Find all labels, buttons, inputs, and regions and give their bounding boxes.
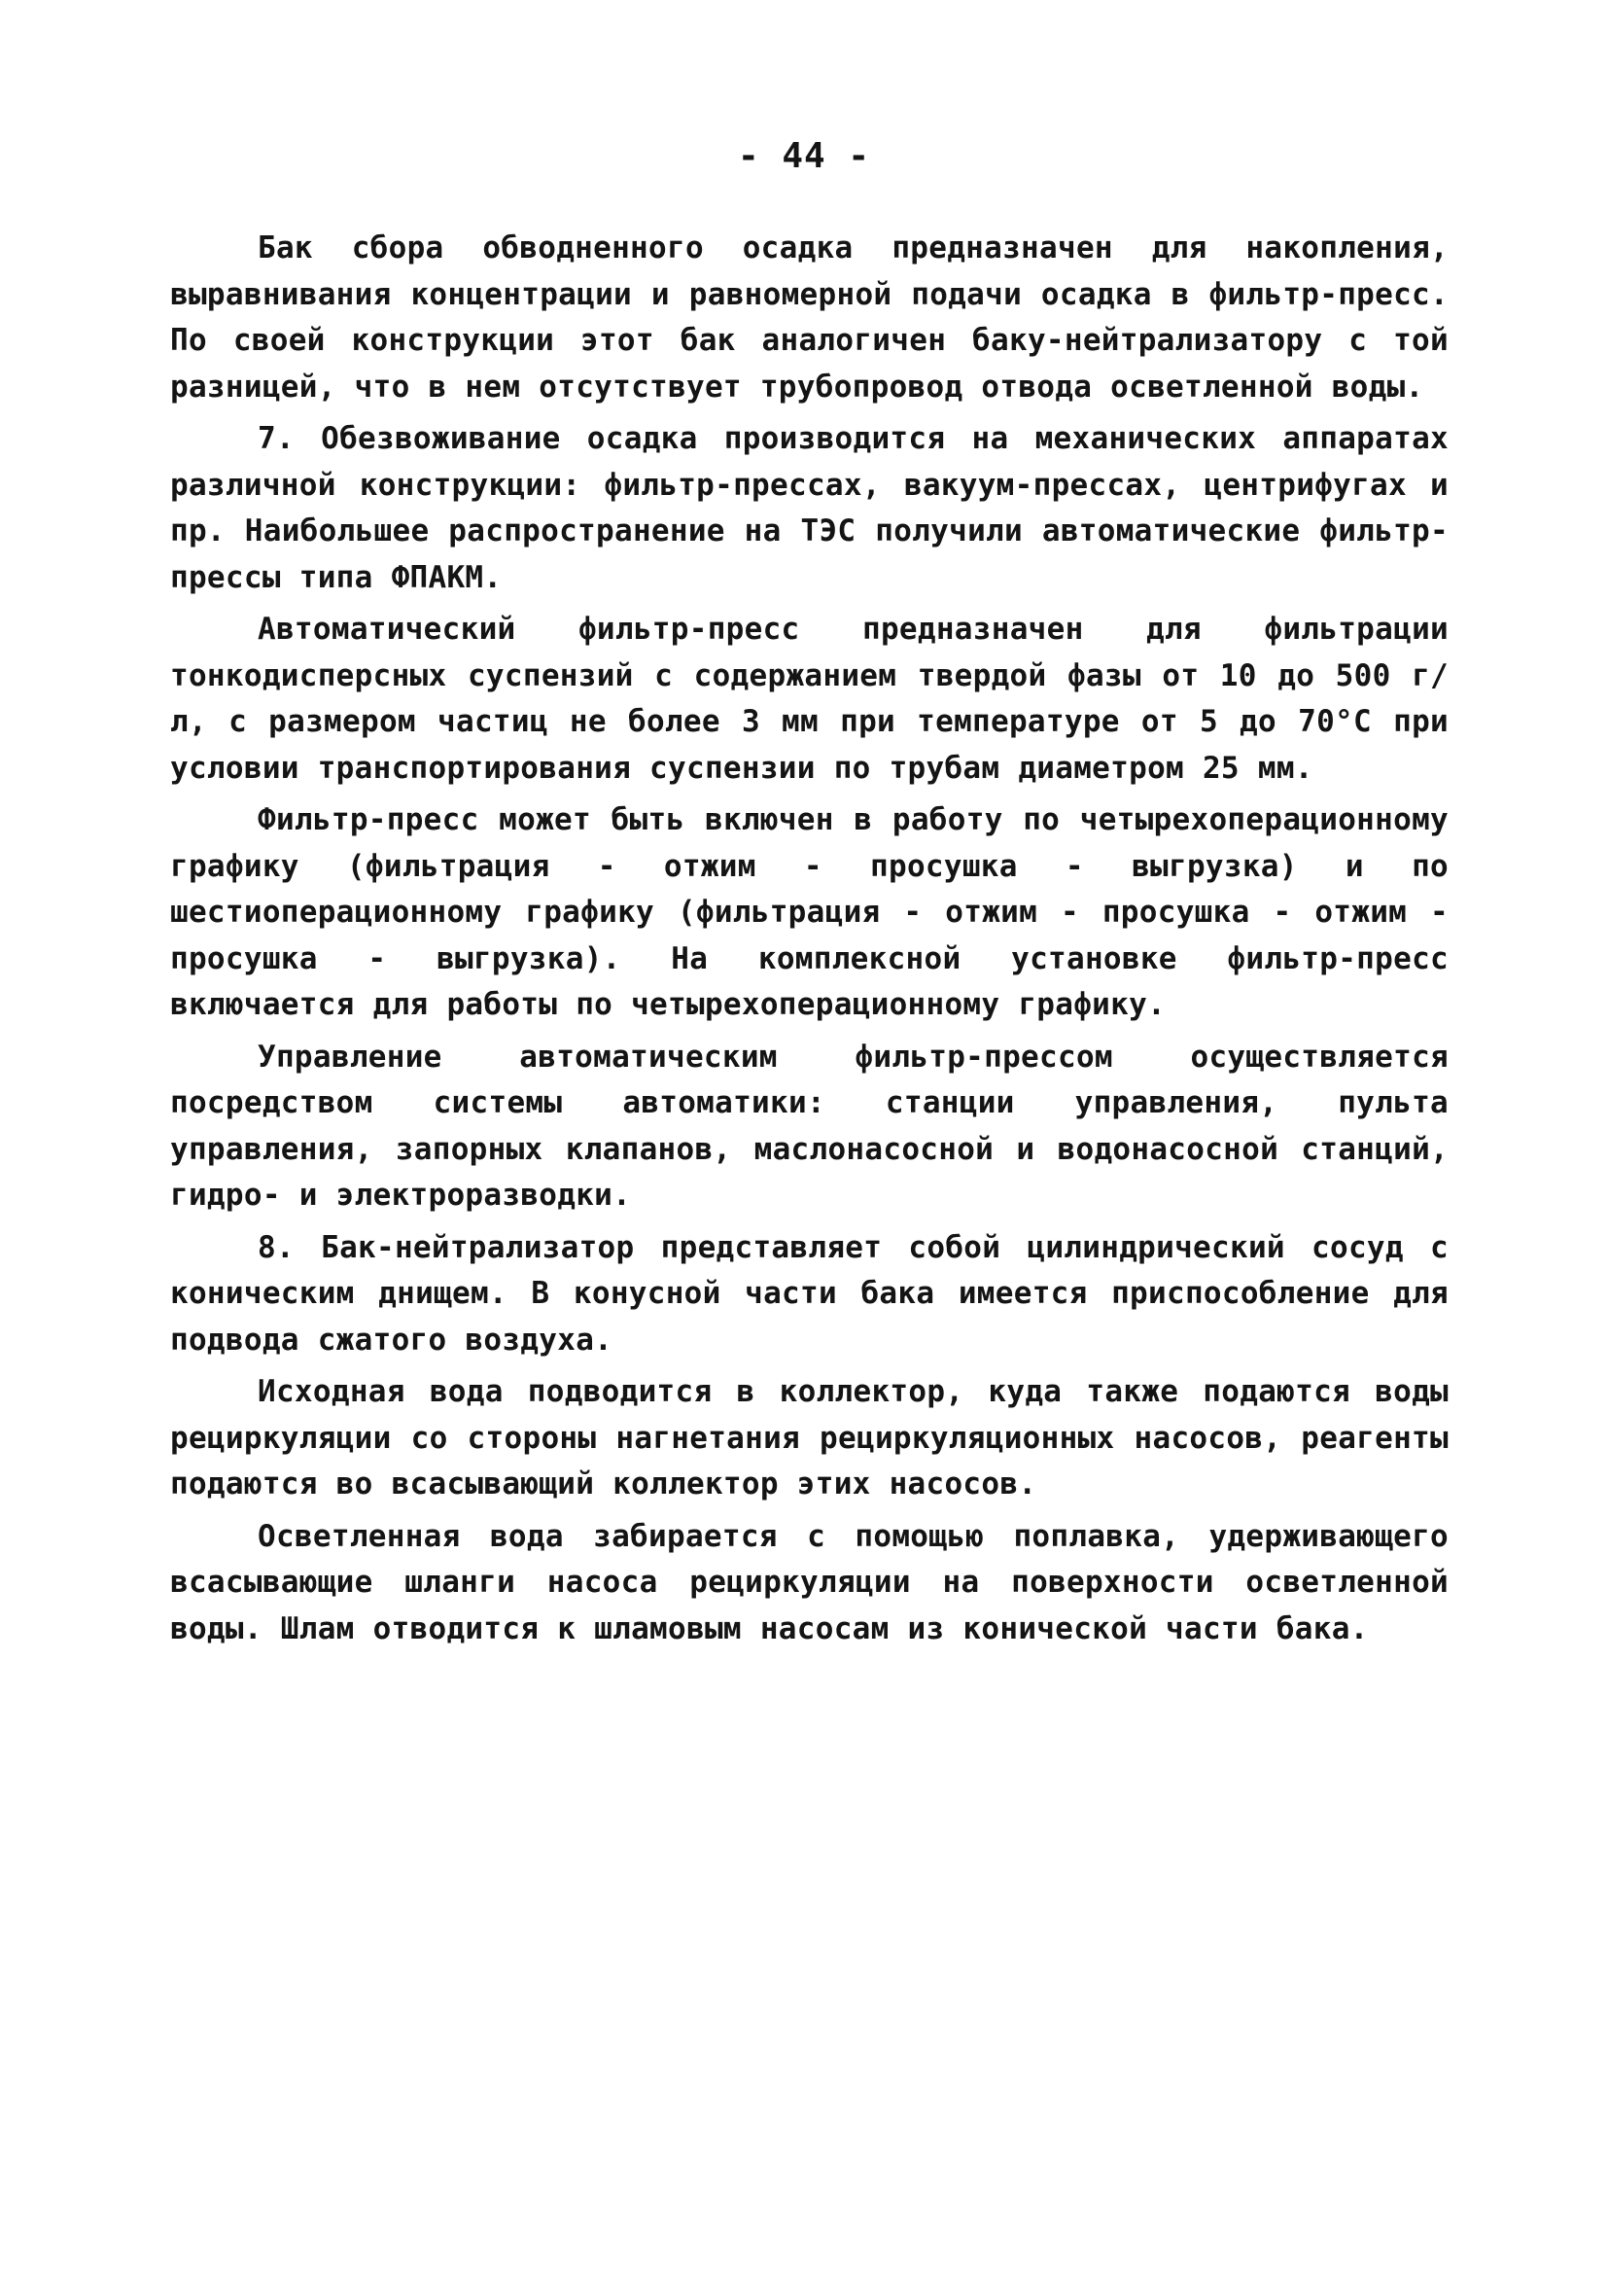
paragraph-filter-press-schedule: Фильтр-пресс может быть включен в работу по четырехоперационному графику (фильтрация - отжим - просушка - выгрузка) и по шестиоперационному графику (фильтрация - отжим - просушка - отжим - просушка - выгрузка). На комплексной установке фильтр-пресс включается для работы по четырехоперационному графику. [170, 802, 1449, 1022]
paragraph-raw-water: Исходная вода подводится в коллектор, куда также подаются воды рециркуляции со стороны нагнетания рециркуляционных насосов, реагенты подаются во всасывающий коллектор этих насосов. [170, 1374, 1449, 1501]
paragraph-clarified-water: Осветленная вода забирается с помощью поплавка, удерживающего всасывающие шланги насоса рециркуляции на поверхности осветленной воды. Шлам отводится к шламовым насосам из конической части бака. [170, 1518, 1449, 1646]
paragraph-neutralizer-tank: 8. Бак-нейтрализатор представляет собой цилиндрический сосуд с коническим днищем. В конусной части бака имеется приспособление для подвода сжатого воздуха. [170, 1229, 1449, 1358]
page-number: - 44 - [737, 136, 871, 176]
paragraph-dewatering: 7. Обезвоживание осадка производится на механических аппаратах различной конструкции: фильтр-прессах, вакуум-прессах, центрифугах и пр. Наибольшее распространение на ТЭС получили автоматические фильтр-прессы типа ФПАКМ. [170, 421, 1449, 595]
paragraph-control-system: Управление автоматическим фильтр-прессом осуществляется посредством системы автоматики: станции управления, пульта управления, запорных клапанов, маслонасосной и водонасосной станций, гидро- и электроразводки. [170, 1039, 1449, 1213]
paragraph-filter-press-purpose: Автоматический фильтр-пресс предназначен для фильтрации тонкодисперсных суспензий с содержанием твердой фазы от 10 до 500 г/л, с размером частиц не более 3 мм при температуре от 5 до 70°С при условии транспортирования суспензии по трубам диаметром 25 мм. [170, 612, 1449, 786]
paragraph-sludge-tank: Бак сбора обводненного осадка предназначен для накопления, выравнивания концентрации и равномерной подачи осадка в фильтр-пресс. По своей конструкции этот бак аналогичен баку-нейтрализатору с той разницей, что в нем отсутствует трубопровод отвода осветленной воды. [170, 230, 1449, 405]
body-text [170, 226, 1449, 1658]
